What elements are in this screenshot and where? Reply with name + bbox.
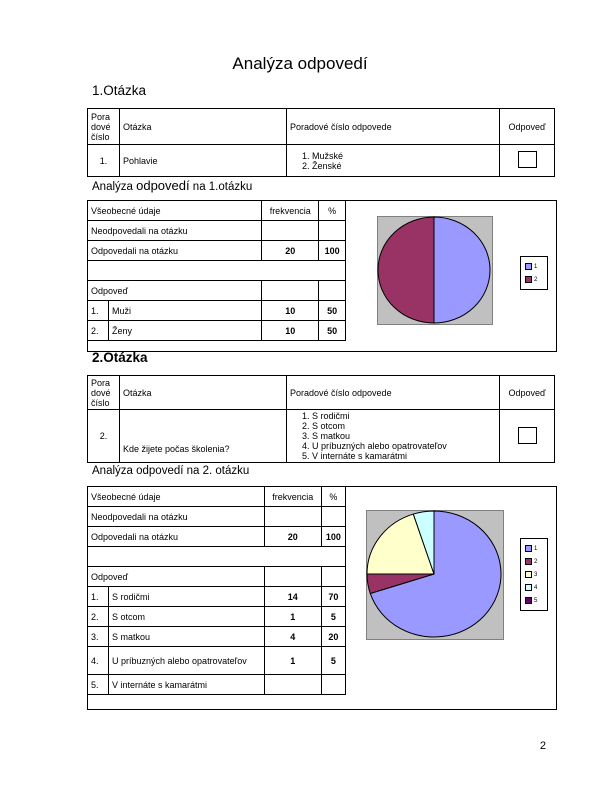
- q1-answer-label: Ženy: [109, 321, 262, 341]
- q2-answer-freq: [264, 675, 321, 695]
- q1-question-table: [87, 108, 555, 177]
- q1-col-answer-header: Odpoveď: [500, 109, 555, 145]
- q1-option: 1. Mužské: [312, 151, 496, 161]
- q2-legend-swatch: [525, 558, 532, 565]
- q1-analysis-big: odpovedí: [136, 178, 190, 193]
- q2-option: 2. S otcom: [312, 421, 496, 431]
- q2-row-number: 2.: [88, 410, 120, 463]
- q2-legend-label: 3: [534, 571, 538, 578]
- q2-legend-label: 4: [534, 584, 538, 591]
- q2-stats-answered-freq: 20: [264, 527, 321, 547]
- q2-col-number-header: Pora dové číslo: [88, 376, 120, 410]
- q2-legend-label: 2: [534, 558, 538, 565]
- q1-analysis-suffix: na 1.otázku: [189, 181, 253, 193]
- q1-stats-answered-freq: 20: [262, 241, 319, 261]
- q1-analysis-heading: [92, 178, 252, 193]
- q2-option: 3. S matkou: [312, 431, 496, 441]
- q2-answer-label: V internáte s kamarátmi: [109, 675, 265, 695]
- q2-pie-group: [367, 511, 501, 637]
- q1-row-number: 1.: [88, 145, 120, 177]
- q2-legend-label: 1: [534, 545, 538, 552]
- q2-answer-freq: 1: [264, 647, 321, 675]
- q2-legend-item: [525, 555, 543, 568]
- q2-option: 5. V internáte s kamarátmi: [312, 451, 496, 461]
- q2-answer-num: 2.: [88, 607, 109, 627]
- q2-legend-item: [525, 594, 543, 607]
- q1-stats-freq-header: frekvencia: [262, 201, 319, 221]
- q1-heading: 1.Otázka: [92, 83, 147, 98]
- q1-answer-freq: 10: [262, 321, 319, 341]
- q1-legend-item: [525, 260, 543, 273]
- q1-stats-answered-pct: 100: [319, 241, 346, 261]
- q2-stats-answer-header: Odpoveď: [88, 567, 265, 587]
- q2-answer-pct: 20: [321, 627, 345, 647]
- q2-question-table: [87, 375, 555, 463]
- q1-pie-group: [378, 217, 490, 323]
- q2-answer-label: U príbuzných alebo opatrovateľov: [109, 647, 265, 675]
- q2-answer-freq: 14: [264, 587, 321, 607]
- q2-answer-pct: 5: [321, 607, 345, 627]
- q2-answer-num: 1.: [88, 587, 109, 607]
- q1-stats-answered-label: Odpovedali na otázku: [88, 241, 262, 261]
- q2-stats-answered-pct: 100: [321, 527, 345, 547]
- q2-answer-label: S rodičmi: [109, 587, 265, 607]
- q1-option: 2. Ženské: [312, 161, 496, 171]
- q1-stats-pct-header: %: [319, 201, 346, 221]
- q1-col-order-header: Poradové číslo odpovede: [287, 109, 500, 145]
- q2-legend-swatch: [525, 597, 532, 604]
- q1-answer-num: 2.: [88, 321, 109, 341]
- q2-answer-num: 3.: [88, 627, 109, 647]
- q1-answer-cell: [500, 145, 555, 177]
- page-number: 2: [539, 740, 546, 752]
- q2-answer-pct: 70: [321, 587, 345, 607]
- q2-answer-freq: 1: [264, 607, 321, 627]
- q2-legend-swatch: [525, 571, 532, 578]
- q2-option: 1. S rodičmi: [312, 411, 496, 421]
- q1-col-question-header: Otázka: [120, 109, 287, 145]
- q2-options-list: [290, 411, 496, 461]
- q1-pie-slice-1: [434, 217, 490, 323]
- q2-answer-cell: [500, 410, 555, 463]
- q1-legend-label: 1: [534, 263, 538, 270]
- q2-heading: 2.Otázka: [92, 350, 148, 365]
- q1-col-number-header: Pora dové číslo: [88, 109, 120, 145]
- q2-analysis-heading: Analýza odpovedí na 2. otázku: [92, 465, 250, 477]
- q1-legend-swatch: [525, 263, 532, 270]
- q1-pie-chart: [377, 216, 493, 325]
- q1-stats-general-header: Všeobecné údaje: [88, 201, 262, 221]
- q1-stats-answer-header: Odpoveď: [88, 281, 262, 301]
- q2-answer-label: S otcom: [109, 607, 265, 627]
- q1-answer-label: Muži: [109, 301, 262, 321]
- q1-analysis-prefix: Analýza: [92, 181, 137, 193]
- q2-stats-freq-header: frekvencia: [264, 487, 321, 507]
- q2-answer-num: 5.: [88, 675, 109, 695]
- q2-stats-answered-label: Odpovedali na otázku: [88, 527, 265, 547]
- q2-row-options: [287, 410, 500, 463]
- q1-answer-pct: 50: [319, 321, 346, 341]
- q2-option: 4. U príbuzných alebo opatrovateľov: [312, 441, 496, 451]
- q2-stats-general-header: Všeobecné údaje: [88, 487, 265, 507]
- q1-legend-item: [525, 273, 543, 286]
- q2-col-order-header: Poradové číslo odpovede: [287, 376, 500, 410]
- q2-chart-legend: [520, 538, 548, 611]
- q2-answer-label: S matkou: [109, 627, 265, 647]
- q1-answer-checkbox[interactable]: [518, 151, 537, 168]
- q2-legend-item: [525, 568, 543, 581]
- q2-legend-swatch: [525, 584, 532, 591]
- q1-pie-slice-2: [378, 217, 434, 323]
- q2-stats-table: [87, 486, 346, 695]
- q2-answer-num: 4.: [88, 647, 109, 675]
- page-title: Analýza odpovedí: [232, 54, 368, 73]
- q1-legend-swatch: [525, 276, 532, 283]
- q1-stats-table: [87, 200, 346, 341]
- q2-col-answer-header: Odpoveď: [500, 376, 555, 410]
- q2-legend-swatch: [525, 545, 532, 552]
- q2-answer-freq: 4: [264, 627, 321, 647]
- q2-col-question-header: Otázka: [120, 376, 287, 410]
- q2-stats-no-answer-label: Neodpovedali na otázku: [88, 507, 265, 527]
- q2-answer-checkbox[interactable]: [518, 427, 537, 444]
- q2-legend-label: 5: [534, 597, 538, 604]
- q2-stats-pct-header: %: [321, 487, 345, 507]
- q1-row-question: Pohlavie: [120, 145, 287, 177]
- q1-options-list: [290, 151, 496, 171]
- q2-legend-item: [525, 542, 543, 555]
- q2-pie-chart: [366, 510, 504, 640]
- q1-row-options: [287, 145, 500, 177]
- q1-chart-legend: [520, 256, 548, 290]
- q1-answer-freq: 10: [262, 301, 319, 321]
- q2-legend-item: [525, 581, 543, 594]
- q2-row-question: Kde žijete počas školenia?: [120, 410, 287, 463]
- q2-answer-pct: 5: [321, 647, 345, 675]
- q1-answer-num: 1.: [88, 301, 109, 321]
- q2-answer-pct: [321, 675, 345, 695]
- q1-stats-no-answer-label: Neodpovedali na otázku: [88, 221, 262, 241]
- q1-answer-pct: 50: [319, 301, 346, 321]
- q1-legend-label: 2: [534, 276, 538, 283]
